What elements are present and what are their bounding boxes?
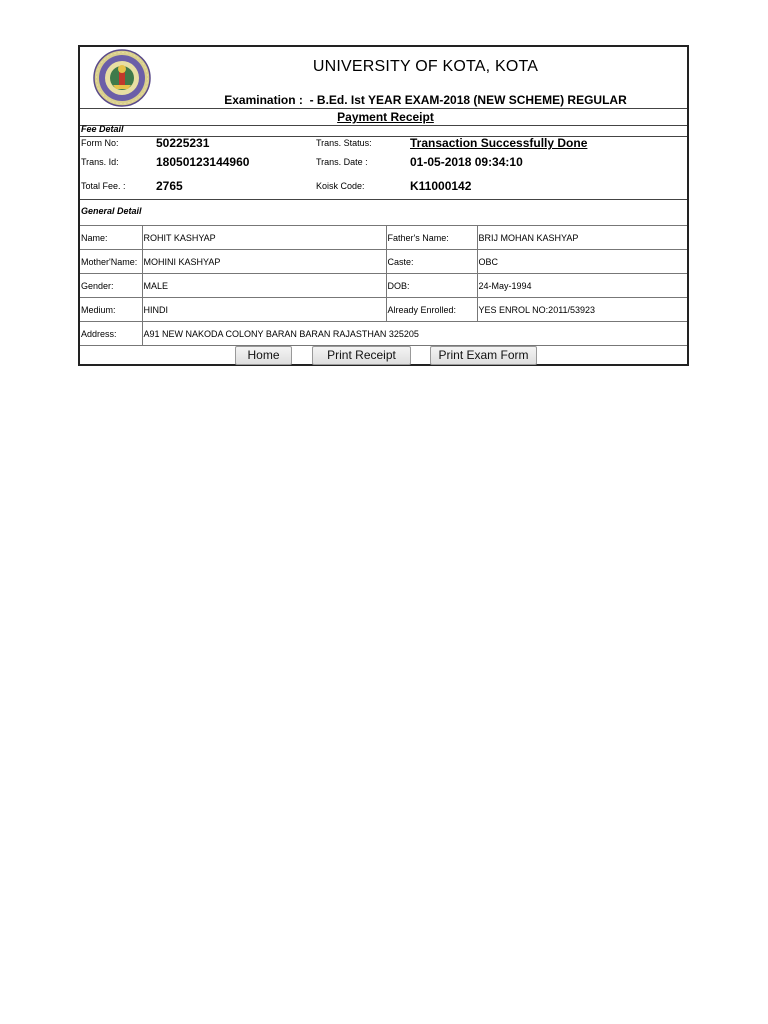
- table-row: [80, 274, 687, 298]
- trans-id-value: 18050123144960: [156, 155, 250, 169]
- trans-date-value: 01-05-2018 09:34:10: [410, 155, 523, 169]
- examination-label: Examination :: [224, 93, 303, 107]
- father-name-label: Father's Name:: [386, 226, 477, 250]
- form-no-label: Form No:: [81, 138, 119, 148]
- name-value: ROHIT KASHYAP: [142, 226, 386, 250]
- mother-name-value: MOHINI KASHYAP: [142, 250, 386, 274]
- gender-value: MALE: [142, 274, 386, 298]
- dob-value: 24-May-1994: [477, 274, 687, 298]
- already-enrolled-value: YES ENROL NO:2011/53923: [477, 298, 687, 322]
- general-detail-heading: General Detail: [81, 206, 142, 216]
- divider: [80, 125, 687, 126]
- medium-value: HINDI: [142, 298, 386, 322]
- home-button[interactable]: Home: [235, 346, 292, 365]
- general-detail-table: [80, 225, 687, 346]
- caste-label: Caste:: [386, 250, 477, 274]
- university-title: UNIVERSITY OF KOTA, KOTA: [312, 58, 539, 75]
- caste-value: OBC: [477, 250, 687, 274]
- gender-label: Gender:: [80, 274, 142, 298]
- father-name-value: BRIJ MOHAN KASHYAP: [477, 226, 687, 250]
- table-row: [80, 322, 687, 346]
- total-fee-label: Total Fee. :: [81, 181, 126, 191]
- dob-label: DOB:: [386, 274, 477, 298]
- examination-line: [80, 93, 687, 107]
- trans-status-label: Trans. Status:: [316, 138, 372, 148]
- already-enrolled-label: Already Enrolled:: [386, 298, 477, 322]
- kiosk-code-value: K11000142: [410, 179, 472, 193]
- medium-label: Medium:: [80, 298, 142, 322]
- payment-receipt-panel: [78, 45, 689, 366]
- divider: [80, 108, 687, 109]
- examination-value: - B.Ed. Ist YEAR EXAM-2018 (NEW SCHEME) REGULAR: [309, 93, 627, 107]
- trans-id-label: Trans. Id:: [81, 157, 119, 167]
- form-no-value: 50225231: [156, 136, 210, 150]
- payment-receipt-title: Payment Receipt: [337, 110, 434, 124]
- name-label: Name:: [80, 226, 142, 250]
- trans-date-label: Trans. Date :: [316, 157, 368, 167]
- table-row: [80, 226, 687, 250]
- kiosk-code-label: Koisk Code:: [316, 181, 365, 191]
- total-fee-value: 2765: [156, 179, 183, 193]
- print-exam-form-button[interactable]: Print Exam Form: [430, 346, 537, 365]
- divider: [80, 199, 687, 200]
- table-row: [80, 298, 687, 322]
- trans-status-value: Transaction Successfully Done: [410, 136, 588, 150]
- address-label: Address:: [80, 322, 142, 346]
- print-receipt-button[interactable]: Print Receipt: [312, 346, 411, 365]
- fee-detail-heading: Fee Detail: [81, 124, 124, 134]
- mother-name-label: Mother'Name:: [80, 250, 142, 274]
- address-value: A91 NEW NAKODA COLONY BARAN BARAN RAJASTHAN 325205: [142, 322, 687, 346]
- table-row: [80, 250, 687, 274]
